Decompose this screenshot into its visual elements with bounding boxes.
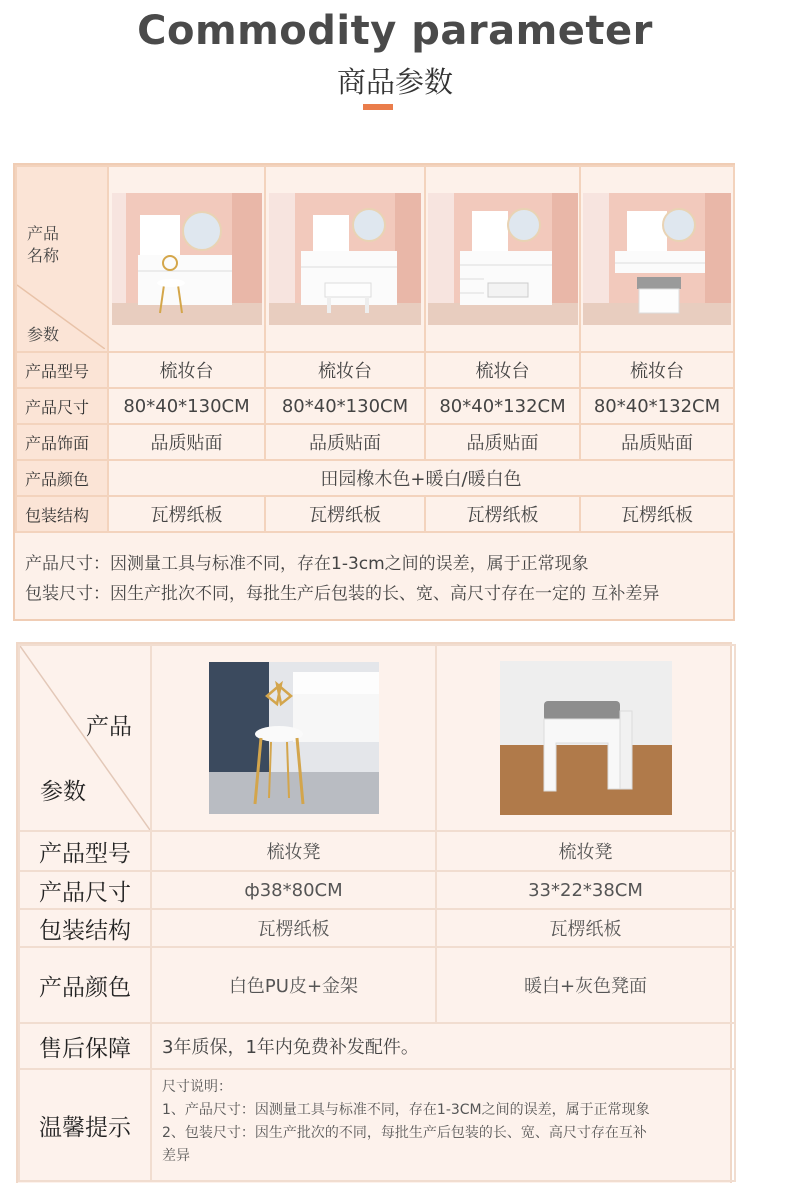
- row-label: 产品颜色: [19, 947, 151, 1023]
- corner-label-param: 参数: [27, 325, 60, 344]
- stool-photo: [500, 661, 672, 815]
- product-image-cell: [265, 166, 425, 352]
- product-image-cell: [425, 166, 580, 352]
- table-cell: 梳妆台: [265, 352, 425, 388]
- table-cell-merged: 田园橡木色+暖白/暖白色: [108, 460, 734, 496]
- row-label: 温馨提示: [19, 1069, 151, 1181]
- table-cell: 80*40*132CM: [580, 388, 734, 424]
- row-label: 包装结构: [19, 909, 151, 947]
- table-row: [16, 496, 734, 532]
- title-underline: [363, 104, 393, 110]
- product-image-cell: [436, 645, 735, 831]
- table-cell: 瓦楞纸板: [580, 496, 734, 532]
- table-cell: 梳妆凳: [151, 831, 436, 871]
- note-line: 产品尺寸：因测量工具与标准不同，存在1-3cm之间的误差，属于正常现象: [25, 554, 589, 574]
- butterfly-chair-photo: [209, 662, 379, 814]
- table-row: [19, 947, 735, 1023]
- table-cell: 梳妆台: [580, 352, 734, 388]
- table-row: [19, 909, 735, 947]
- note-line: 包装尺寸：因生产批次不同，每批生产后包装的长、宽、高尺寸存在一定的 互补差异: [25, 584, 660, 604]
- table-cell: 品质贴面: [108, 424, 265, 460]
- table-cell: 梳妆凳: [436, 831, 735, 871]
- row-label: 产品饰面: [16, 424, 108, 460]
- table-row: [19, 831, 735, 871]
- stool-parameter-table: [16, 642, 732, 1183]
- table-cell: 瓦楞纸板: [108, 496, 265, 532]
- table-row: [16, 352, 734, 388]
- table-corner-cell: [19, 645, 151, 831]
- table-row: [16, 460, 734, 496]
- size-notes: [15, 533, 733, 609]
- page-title-en: Commodity parameter: [137, 8, 653, 54]
- row-label: 产品尺寸: [19, 871, 151, 909]
- table-cell: 白色PU皮+金架: [151, 947, 436, 1023]
- product-image-cell: [580, 166, 734, 352]
- page-title-cn: 商品参数: [336, 65, 453, 99]
- table-cell: 80*40*130CM: [108, 388, 265, 424]
- table-row: [19, 871, 735, 909]
- table-cell: 瓦楞纸板: [265, 496, 425, 532]
- row-label: 售后保障: [19, 1023, 151, 1069]
- table-cell: 瓦楞纸板: [425, 496, 580, 532]
- dresser-stool-photo-2: [583, 193, 731, 325]
- table-row: [19, 1069, 735, 1181]
- table-cell: ф38*80CM: [151, 871, 436, 909]
- dresser-drawers-photo: [428, 193, 578, 325]
- product-image-cell: [151, 645, 436, 831]
- table-cell: 梳妆台: [108, 352, 265, 388]
- tip-line: 差异: [162, 1148, 190, 1164]
- product-image-cell: [108, 166, 265, 352]
- table-row: [19, 1023, 735, 1069]
- row-label: 产品型号: [16, 352, 108, 388]
- row-label: 产品型号: [19, 831, 151, 871]
- table-corner-cell: [16, 166, 108, 352]
- dresser-butterfly-chair-photo: [112, 193, 262, 325]
- table-row: [16, 424, 734, 460]
- table-row: [16, 388, 734, 424]
- corner-label-product: 产品: [86, 714, 132, 740]
- table-cell: 品质贴面: [265, 424, 425, 460]
- table-cell: 33*22*38CM: [436, 871, 735, 909]
- table-cell: 暖白+灰色凳面: [436, 947, 735, 1023]
- tips-text: [151, 1069, 735, 1181]
- table-cell: 品质贴面: [425, 424, 580, 460]
- table-cell: 80*40*130CM: [265, 388, 425, 424]
- tip-line: 1、产品尺寸：因测量工具与标准不同，存在1-3CM之间的误差，属于正常现象: [162, 1102, 650, 1118]
- table-cell: 80*40*132CM: [425, 388, 580, 424]
- table-cell: 瓦楞纸板: [151, 909, 436, 947]
- corner-label-name: 产品 名称: [27, 224, 60, 265]
- row-label: 包装结构: [16, 496, 108, 532]
- tip-line: 尺寸说明：: [162, 1079, 232, 1095]
- dresser-parameter-table: [13, 163, 735, 621]
- table-cell: 瓦楞纸板: [436, 909, 735, 947]
- table-cell: 品质贴面: [580, 424, 734, 460]
- corner-label-param: 参数: [40, 779, 86, 805]
- tip-line: 2、包装尺寸：因生产批次的不同，每批生产后包装的长、宽、高尺寸存在互补: [162, 1125, 647, 1141]
- row-label: 产品颜色: [16, 460, 108, 496]
- table-cell: 梳妆台: [425, 352, 580, 388]
- dresser-stool-photo-1: [269, 193, 421, 325]
- row-label: 产品尺寸: [16, 388, 108, 424]
- warranty-text: 3年质保，1年内免费补发配件。: [151, 1023, 735, 1069]
